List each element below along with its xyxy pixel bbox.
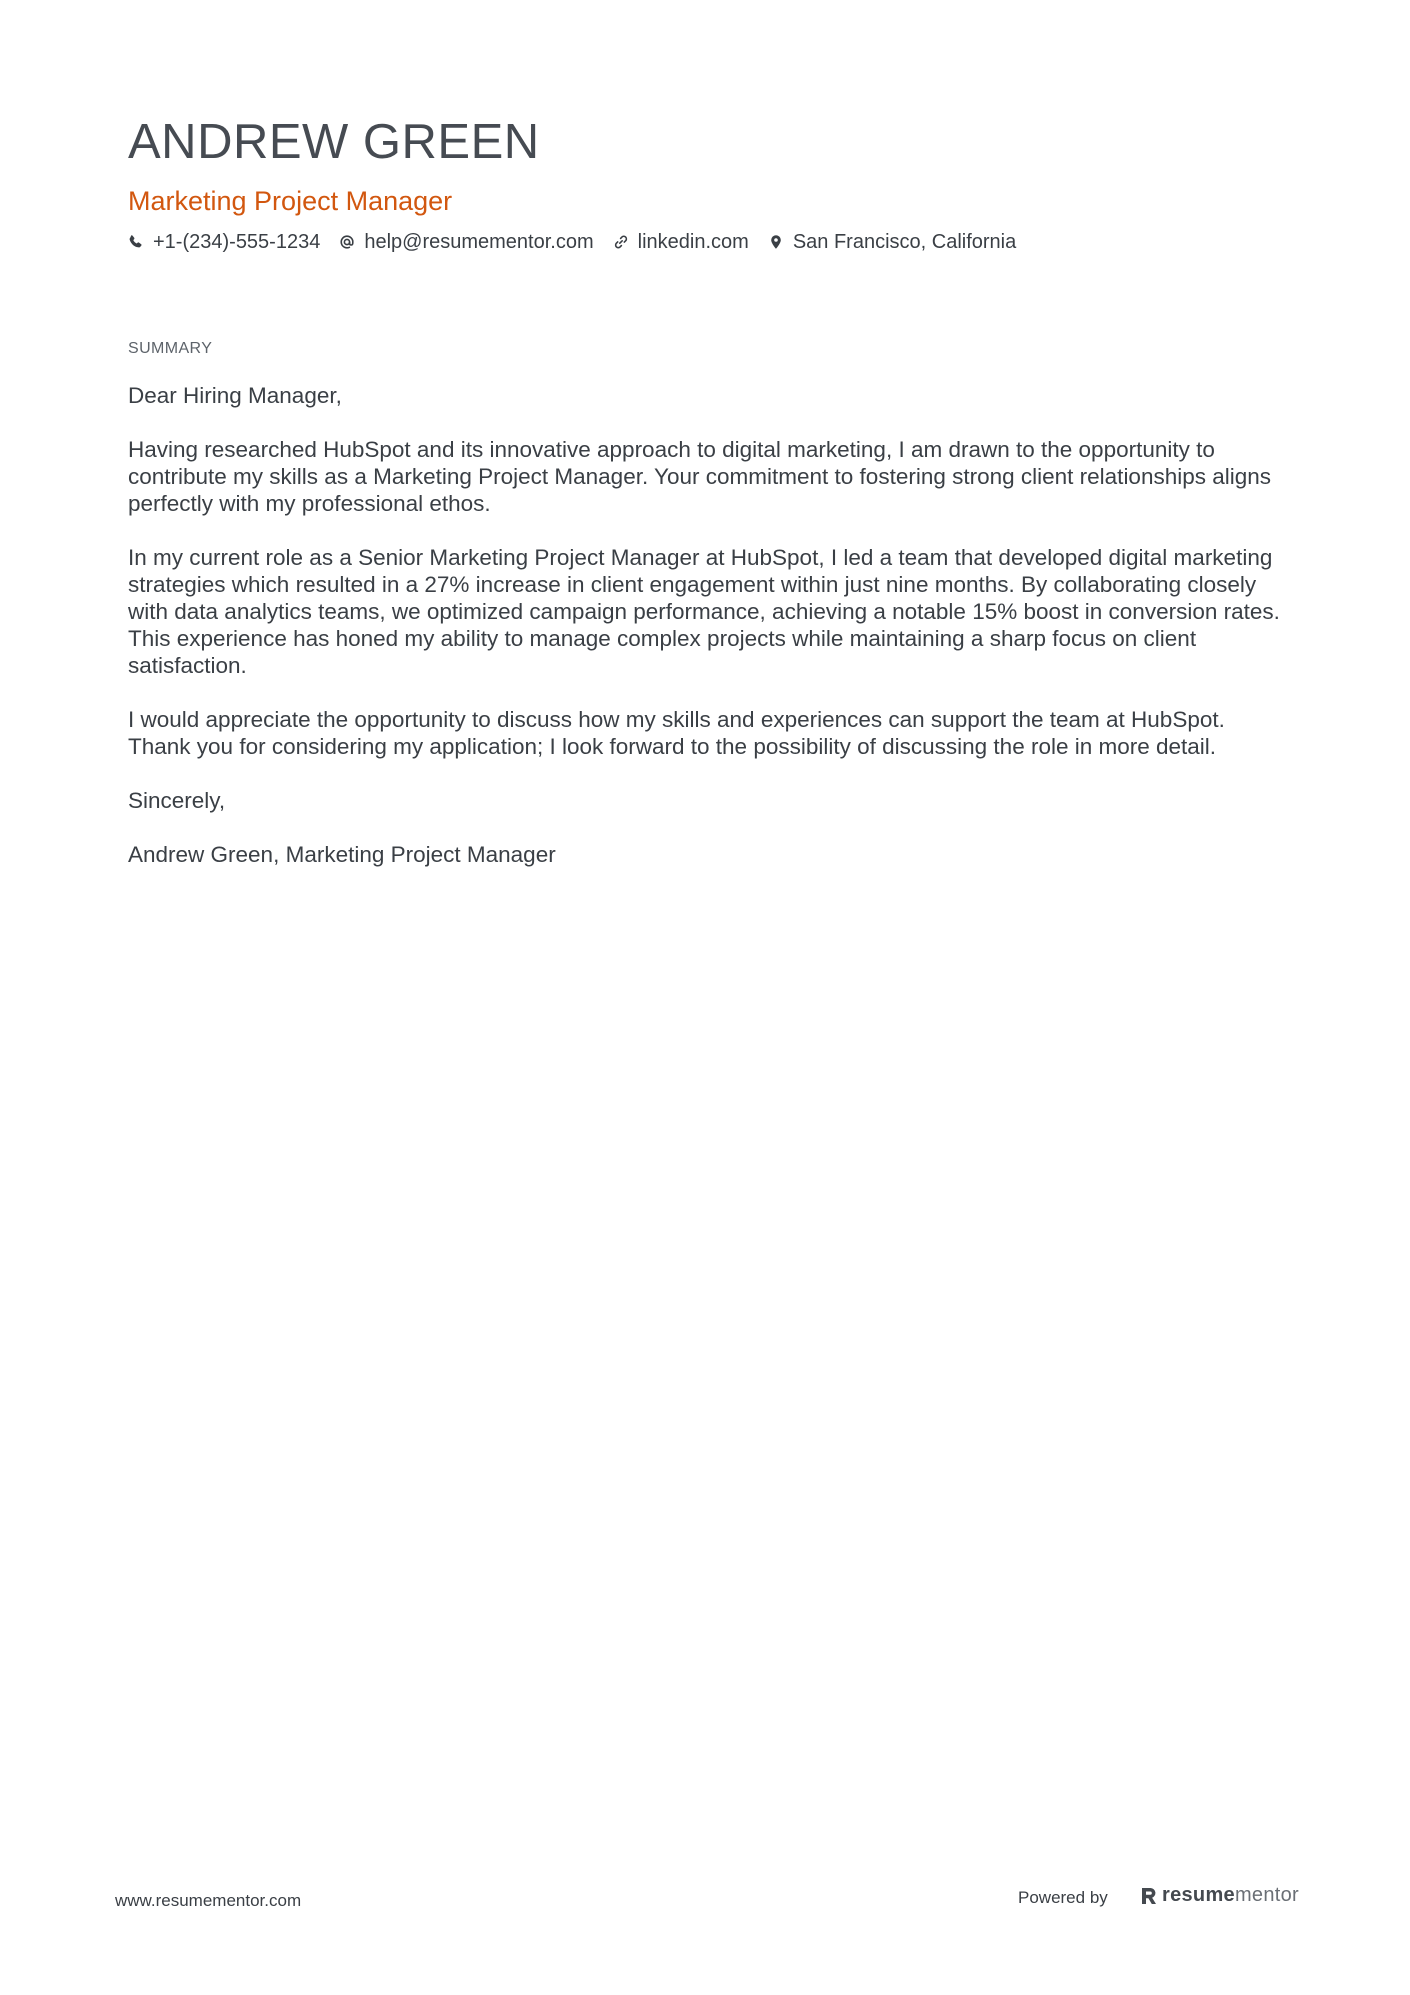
resumementor-logo[interactable] (1140, 1884, 1299, 1907)
job-title: Marketing Project Manager (128, 186, 453, 216)
contact-phone (128, 228, 320, 256)
contact-email (339, 228, 593, 256)
letter-paragraph: I would appreciate the opportunity to discuss how my skills and experiences can support the team at HubSpot. Thank you for considering my application; I look forward to the possibility of discussing the role in more detail. (128, 707, 1225, 759)
header (128, 112, 1288, 256)
brand-text-bold: resume (1162, 1884, 1235, 1906)
candidate-name: ANDREW GREEN (128, 115, 540, 169)
phone-icon (128, 234, 144, 250)
link-icon (613, 234, 629, 250)
linkedin-text: linkedin.com (637, 231, 749, 253)
section-heading-summary: SUMMARY (128, 340, 213, 357)
salutation: Dear Hiring Manager, (128, 383, 342, 408)
letter-paragraph: In my current role as a Senior Marketing Project Manager at HubSpot, I led a team that developed digital marketing strategies which resulted in a 27% increase in client engagement within just nine months. By collaborating closely with data analytics teams, we optimized campaign performance, achieving a notable 15% boost in conversion rates. This experience has honed my ability to manage complex projects while maintaining a sharp focus on client satisfaction. (128, 545, 1280, 678)
location-text: San Francisco, California (792, 231, 1017, 253)
letter-body (128, 382, 1288, 895)
signature: Andrew Green, Marketing Project Manager (128, 842, 556, 867)
email-text: help@resumementor.com (364, 231, 594, 253)
brand-text-light: mentor (1234, 1884, 1299, 1906)
powered-by-label: Powered by (1018, 1888, 1108, 1907)
footer-website-link[interactable]: www.resumementor.com (115, 1891, 302, 1910)
phone-text: +1-(234)-555-1234 (153, 231, 321, 253)
contact-row (128, 228, 1288, 256)
closing: Sincerely, (128, 788, 226, 813)
location-pin-icon (768, 234, 784, 250)
resumementor-logo-icon (1140, 1886, 1158, 1906)
at-icon (339, 234, 355, 250)
letter-paragraph: Having researched HubSpot and its innovative approach to digital marketing, I am drawn to the opportunity to contribute my skills as a Marketing Project Manager. Your commitment to fostering strong client relationships aligns perfectly with my professional ethos. (128, 437, 1272, 516)
contact-location (768, 228, 1016, 256)
contact-linkedin (613, 228, 749, 256)
